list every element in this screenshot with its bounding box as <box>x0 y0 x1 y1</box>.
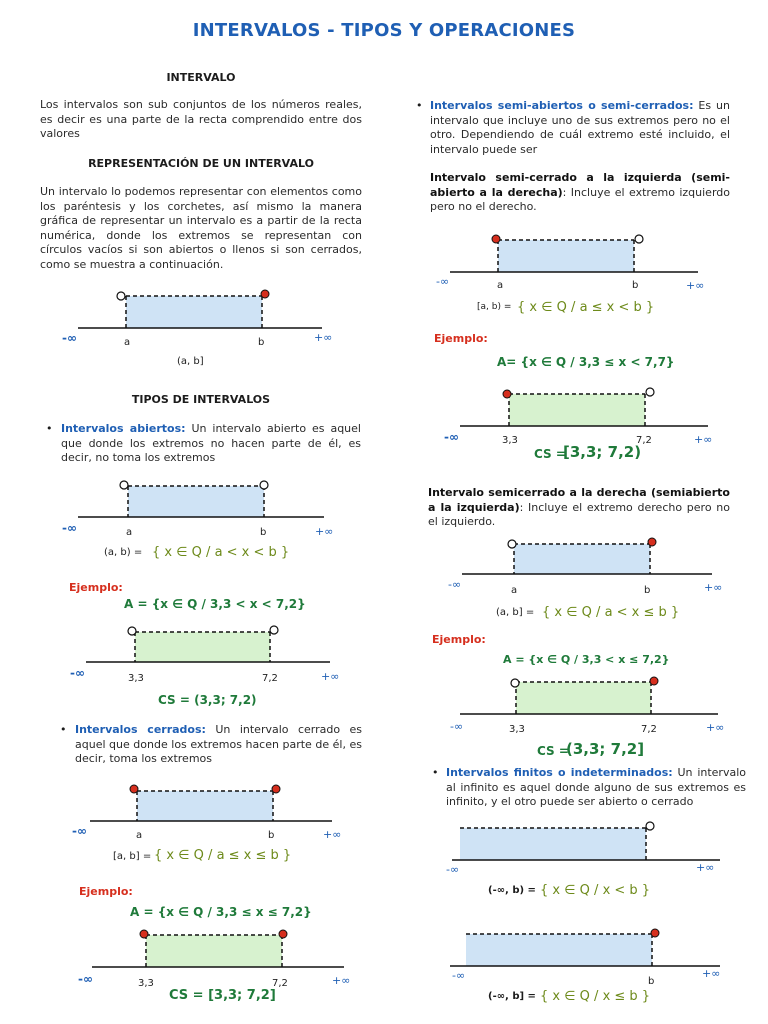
example-label-4: Ejemplo: <box>432 633 486 646</box>
pos-infinity-label: +∞ <box>314 331 333 344</box>
closed-endpoint <box>261 290 269 298</box>
solution-set-2: CS = [3,3; 7,2] <box>169 988 276 1003</box>
set-abiertos: { x ∈ Q / a < x < b } <box>152 545 290 560</box>
der-text: : Incluye el extremo derecho pero no el izquierdo. <box>428 500 730 528</box>
interval-fill <box>516 682 651 714</box>
closed-endpoint <box>130 785 138 793</box>
neg-infinity-label: -∞ <box>78 972 93 986</box>
closed-endpoint <box>279 930 287 938</box>
interval-fill <box>126 296 262 328</box>
number-line-example-2 <box>78 930 362 990</box>
closed-endpoint <box>140 930 148 938</box>
solution-prefix-4: CS = <box>537 744 569 758</box>
pos-infinity-label: +∞ <box>323 828 342 841</box>
label-a: a <box>511 585 518 596</box>
label-v1: 3,3 <box>502 435 518 446</box>
neg-infinity-label: -∞ <box>444 430 459 444</box>
izq-definition <box>430 171 730 215</box>
closed-endpoint <box>651 929 659 937</box>
open-endpoint <box>508 540 516 548</box>
example-set-1: A = {x ∈ Q / 3,3 < x < 7,2} <box>124 597 306 611</box>
notation-izquierda: [a, b) = <box>477 302 512 312</box>
pos-infinity-label: +∞ <box>686 279 705 292</box>
label-b: b <box>260 527 267 538</box>
label-v1: 3,3 <box>128 673 144 684</box>
semi-text: Es un intervalo que incluye uno de sus extremos pero no el otro. Dependiendo de cuál extremo esté incluido, el intervalo puede ser <box>430 99 730 156</box>
notation-derecha: (a, b] = <box>496 607 535 618</box>
set-derecha: { x ∈ Q / a < x ≤ b } <box>542 605 680 620</box>
cerrados-definition <box>75 723 362 767</box>
paragraph-intervalo: Los intervalos son sub conjuntos de los números reales, es decir es una parte de la recta comprendido entre dos valores <box>40 98 362 140</box>
neg-infinity-label: -∞ <box>62 331 77 345</box>
number-line-izquierda <box>432 234 712 294</box>
pos-infinity-label: +∞ <box>706 721 725 734</box>
abiertos-title: Intervalos abiertos: <box>61 422 186 435</box>
pos-infinity-label: +∞ <box>702 967 721 980</box>
abiertos-text: Un intervalo abierto es aquel que donde los extremos no hacen parte de él, es decir, no toma los extremos <box>61 422 361 464</box>
heading-tipos: TIPOS DE INTERVALOS <box>131 393 271 406</box>
open-endpoint <box>117 292 125 300</box>
abiertos-definition <box>61 422 361 466</box>
neg-infinity-label: -∞ <box>72 824 87 838</box>
open-endpoint <box>260 481 268 489</box>
label-b: b <box>644 585 651 596</box>
closed-endpoint <box>503 390 511 398</box>
izq-text: : Incluye el extremo izquierdo pero no el derecho. <box>430 185 730 213</box>
notation-abiertos: (a, b) = <box>104 547 143 558</box>
open-endpoint <box>128 627 136 635</box>
number-line-example-3 <box>444 388 724 448</box>
set-cerrados: { x ∈ Q / a ≤ x ≤ b } <box>154 848 292 863</box>
neg-infinity-label: -∞ <box>62 521 77 535</box>
izq-title: Intervalo semi-cerrado a la izquierda (semi-abierto a la derecha) <box>430 171 730 199</box>
semi-definition <box>430 99 730 157</box>
closed-endpoint <box>272 785 280 793</box>
neg-infinity-label: -∞ <box>436 275 450 288</box>
notation-repr: (a, b] <box>177 356 204 367</box>
semi-title: Intervalos semi-abiertos o semi-cerrados: <box>430 99 694 112</box>
number-line-cerrados <box>72 786 352 846</box>
bullet-dot: • <box>416 99 423 112</box>
interval-fill <box>128 486 264 517</box>
label-a: a <box>124 337 131 348</box>
pos-infinity-label: +∞ <box>332 974 351 987</box>
interval-fill <box>135 632 270 662</box>
open-endpoint <box>635 235 643 243</box>
example-set-3: A= {x ∈ Q / 3,3 ≤ x < 7,7} <box>497 355 675 369</box>
bullet-dot: • <box>46 422 53 435</box>
bullet-dot: • <box>60 723 67 736</box>
number-line-derecha <box>448 538 728 598</box>
number-line-example-4 <box>450 676 730 736</box>
heading-intervalo: INTERVALO <box>166 71 236 84</box>
heading-representacion: REPRESENTACIÓN DE UN INTERVALO <box>88 157 314 170</box>
number-line-example-1 <box>70 625 350 685</box>
interval-fill <box>137 791 273 821</box>
interval-fill <box>514 544 650 574</box>
label-a: a <box>126 527 133 538</box>
set-izquierda: { x ∈ Q / a ≤ x < b } <box>517 300 655 315</box>
pos-infinity-label: +∞ <box>315 525 334 538</box>
interval-fill <box>460 828 646 860</box>
interval-fill <box>498 240 634 272</box>
finitos-definition <box>446 766 746 810</box>
example-set-4: A = {x ∈ Q / 3,3 < x ≤ 7,2} <box>503 653 670 666</box>
interval-fill <box>509 394 645 426</box>
finitos-title: Intervalos finitos o indeterminados: <box>446 766 673 779</box>
cerrados-title: Intervalos cerrados: <box>75 723 206 736</box>
label-a: a <box>136 830 143 841</box>
page-title: INTERVALOS - TIPOS Y OPERACIONES <box>192 20 576 41</box>
pos-infinity-label: +∞ <box>321 670 340 683</box>
closed-endpoint <box>492 235 500 243</box>
label-b: b <box>648 976 655 987</box>
label-b: b <box>632 280 639 291</box>
example-set-2: A = {x ∈ Q / 3,3 ≤ x ≤ 7,2} <box>130 905 312 919</box>
open-endpoint <box>270 626 278 634</box>
neg-infinity-label: -∞ <box>450 720 464 733</box>
notation-inf-closed: (-∞, b] = <box>488 991 536 1002</box>
neg-infinity-label: -∞ <box>70 666 85 680</box>
number-line-infinite-closed <box>444 928 734 994</box>
pos-infinity-label: +∞ <box>694 433 713 446</box>
bullet-dot: • <box>432 766 439 779</box>
label-v1: 3,3 <box>138 978 154 989</box>
neg-infinity-label: -∞ <box>448 578 462 591</box>
label-b: b <box>258 337 265 348</box>
open-endpoint <box>646 822 654 830</box>
solution-prefix-3: CS = <box>534 447 566 461</box>
closed-endpoint <box>650 677 658 685</box>
interval-fill <box>466 934 652 966</box>
example-label-1: Ejemplo: <box>69 581 123 594</box>
set-inf-open: { x ∈ Q / x < b } <box>540 883 651 898</box>
pos-infinity-label: +∞ <box>704 581 723 594</box>
number-line-abiertos <box>62 480 342 540</box>
pos-infinity-label: +∞ <box>696 861 715 874</box>
notation-inf-open: (-∞, b) = <box>488 885 536 896</box>
neg-infinity-label: -∞ <box>446 863 460 876</box>
open-endpoint <box>511 679 519 687</box>
paragraph-representacion: Un intervalo lo podemos representar con elementos como los paréntesis y los corchetes, así mismo la manera gráfica de representar un intervalo es a partir de la recta numérica, donde los extremos se representan con círculos vacíos si son abiertos o llenos si son cerrados, como se muestra a continuación. <box>40 185 362 271</box>
number-line-infinite-open <box>444 822 734 882</box>
closed-endpoint <box>648 538 656 546</box>
finitos-text: Un intervalo al infinito es aquel donde alguno de sus extremos es infinito, y el otro puede ser abierto o cerrado <box>446 766 746 808</box>
notation-cerrados: [a, b] = <box>113 851 152 862</box>
number-line-representation <box>60 288 340 358</box>
label-v2: 7,2 <box>641 724 657 735</box>
open-endpoint <box>646 388 654 396</box>
cerrados-text: Un intervalo cerrado es aquel que donde los extremos hacen parte de él, es decir, toma los extremos <box>75 723 362 765</box>
der-definition <box>428 486 730 530</box>
label-v2: 7,2 <box>262 673 278 684</box>
open-endpoint <box>120 481 128 489</box>
solution-set-1: CS = (3,3; 7,2) <box>158 693 257 707</box>
label-a: a <box>497 280 504 291</box>
label-v2: 7,2 <box>272 978 288 989</box>
solution-set-3: [3,3; 7,2) <box>563 443 642 461</box>
example-label-3: Ejemplo: <box>434 332 488 345</box>
solution-set-4: (3,3; 7,2] <box>566 740 645 758</box>
label-v2: 7,2 <box>636 435 652 446</box>
der-title: Intervalo semicerrado a la derecha (semiabierto a la izquierda) <box>428 486 730 514</box>
label-v1: 3,3 <box>509 724 525 735</box>
set-inf-closed: { x ∈ Q / x ≤ b } <box>540 989 651 1004</box>
neg-infinity-label: -∞ <box>452 969 466 982</box>
label-b: b <box>268 830 275 841</box>
interval-fill <box>146 935 282 967</box>
example-label-2: Ejemplo: <box>79 885 133 898</box>
